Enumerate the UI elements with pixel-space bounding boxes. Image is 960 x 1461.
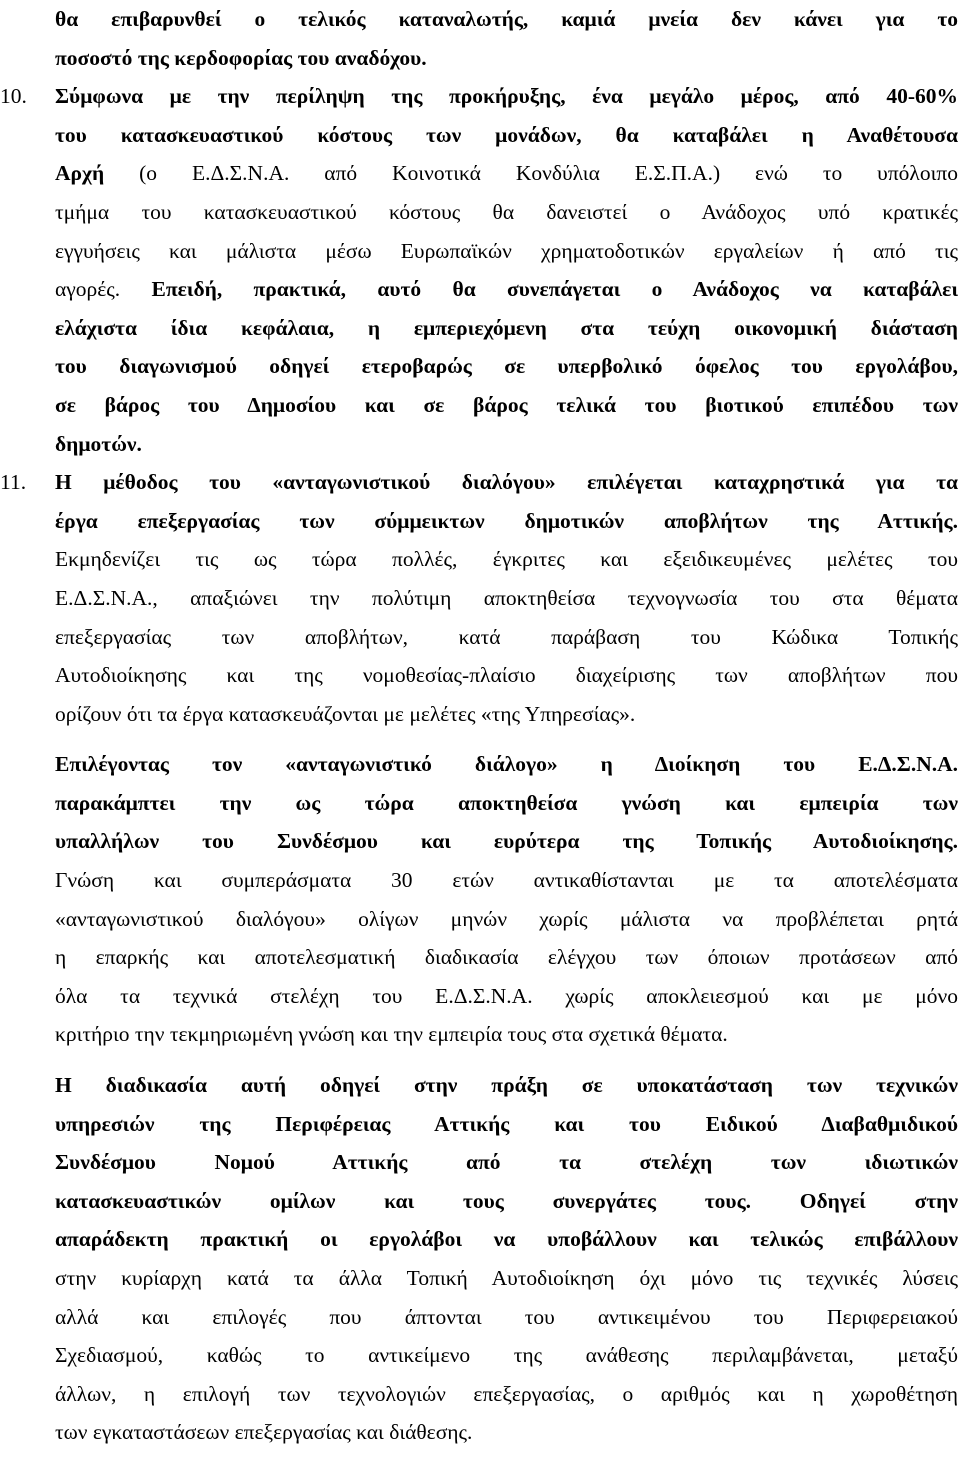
- text-line: Σύμφωνα με την περίληψη της προκήρυξης, ένα μεγάλο μέρος, από 40-60%: [55, 84, 958, 109]
- text-line: Συνδέσμου Νομού Αττικής από τα στελέχη των ιδιωτικών: [55, 1150, 958, 1175]
- text-span: Αρχή: [55, 161, 105, 186]
- text-line: του κατασκευαστικού κόστους των μονάδων, θα καταβάλει η Αναθέτουσα: [55, 122, 958, 147]
- text-line: Ε.Δ.Σ.Ν.Α., απαξιώνει την πολύτιμη αποκτηθείσα τεχνογνωσία του στα θέματα: [55, 585, 958, 610]
- text-line: Επιλέγοντας τον «ανταγωνιστικό διάλογο» η Διοίκηση του Ε.Δ.Σ.Ν.Α.: [55, 752, 958, 777]
- text-line: υπαλλήλων του Συνδέσμου και ευρύτερα της Τοπικής Αυτοδιοίκησης.: [55, 829, 958, 854]
- text-line: του διαγωνισμού οδηγεί ετεροβαρώς σε υπερβολικό όφελος του εργολάβου,: [55, 354, 958, 379]
- text-line: [55, 270, 958, 309]
- text-line: Αυτοδιοίκησης και της νομοθεσίας-πλαίσιο διαχείρισης των αποβλήτων που: [55, 663, 958, 688]
- text-line: απαράδεκτη πρακτική οι εργολάβοι να υποβάλλουν και τελικώς επιβάλλουν: [55, 1227, 958, 1252]
- text-line: Εκμηδενίζει τις ως τώρα πολλές, έγκριτες και εξειδικευμένες μελέτες του: [55, 547, 958, 572]
- text-line: «ανταγωνιστικού διαλόγου» ολίγων μηνών χωρίς μάλιστα να προβλέπεται ρητά: [55, 906, 958, 931]
- text-line: Σχεδιασμού, καθώς το αντικείμενο της ανάθεσης περιλαμβάνεται, μεταξύ: [55, 1343, 958, 1368]
- text-line: υπηρεσιών της Περιφέρειας Αττικής και του Ειδικού Διαβαθμιδικού: [55, 1111, 958, 1136]
- text-line: ελάχιστα ίδια κεφάλαια, η εμπεριεχόμενη στα τεύχη οικονομική διάσταση: [55, 315, 958, 340]
- text-line: των εγκαταστάσεων επεξεργασίας και διάθεσης.: [55, 1420, 473, 1445]
- text-line: σε βάρος του Δημοσίου και σε βάρος τελικά του βιοτικού επιπέδου των: [55, 392, 958, 417]
- item-number: 11.: [0, 470, 27, 495]
- item-number: 10.: [0, 84, 27, 109]
- text-line: ποσοστό της κερδοφορίας του αναδόχου.: [55, 45, 427, 70]
- list-item-11: [0, 463, 958, 733]
- text-line: εγγυήσεις και μάλιστα μέσω Ευρωπαϊκών χρηματοδοτικών εργαλείων ή από τις: [55, 238, 958, 263]
- text-line: ορίζουν ότι τα έργα κατασκευάζονται με μελέτες «της Υπηρεσίας».: [55, 701, 636, 726]
- text-span: (ο Ε.Δ.Σ.Ν.Α. από Κοινοτικά Κονδύλια Ε.Σ.Π.Α.) ενώ το υπόλοιπο: [104, 161, 958, 186]
- text-line: η επαρκής και αποτελεσματική διαδικασία ελέγχου των όποιων προτάσεων από: [55, 945, 958, 970]
- text-line: επεξεργασίας των αποβλήτων, κατά παράβαση του Κώδικα Τοπικής: [55, 624, 958, 649]
- text-line: Γνώση και συμπεράσματα 30 ετών αντικαθίστανται με τα αποτελέσματα: [55, 868, 958, 893]
- text-line: τμήμα του κατασκευαστικού κόστους θα δανειστεί ο Ανάδοχος υπό κρατικές: [55, 199, 958, 224]
- text-line: όλα τα τεχνικά στελέχη του Ε.Δ.Σ.Ν.Α. χωρίς αποκλειεσμού και με μόνο: [55, 983, 958, 1008]
- text-line: [55, 154, 958, 193]
- text-line: Η μέθοδος του «ανταγωνιστικού διαλόγου» επιλέγεται καταχρηστικά για τα: [55, 470, 958, 495]
- text-line: δημοτών.: [55, 431, 142, 456]
- text-line: άλλων, η επιλογή των τεχνολογιών επεξεργασίας, ο αριθμός και η χωροθέτηση: [55, 1381, 958, 1406]
- paragraph-management: [55, 745, 958, 1054]
- text-span: κατασκευαστικών ομίλων και τους συνεργάτες τους.: [55, 1188, 752, 1213]
- text-span: αγορές.: [55, 277, 152, 302]
- text-line: θα επιβαρυνθεί ο τελικός καταναλωτής, καμιά μνεία δεν κάνει για το: [55, 7, 958, 31]
- text-line: στην κυρίαρχη κατά τα άλλα Τοπική Αυτοδιοίκηση όχι μόνο τις τεχνικές λύσεις: [55, 1266, 958, 1290]
- text-line: κριτήριο την τεκμηριωμένη γνώση και την εμπειρία τους στα σχετικά θέματα.: [55, 1022, 728, 1047]
- text-line: έργα επεξεργασίας των σύμμεικτων δημοτικών αποβλήτων της Αττικής.: [55, 508, 958, 533]
- text-span: Επειδή, πρακτικά, αυτό θα συνεπάγεται ο Ανάδοχος να καταβάλει: [151, 277, 958, 302]
- list-item-10: [0, 77, 958, 463]
- text-line: Η διαδικασία αυτή οδηγεί στην πράξη σε υποκατάσταση των τεχνικών: [55, 1073, 958, 1098]
- text-span: Οδηγεί στην: [751, 1188, 958, 1213]
- text-line: παρακάμπτει την ως τώρα αποκτηθείσα γνώση και εμπειρία των: [55, 790, 958, 815]
- text-line: αλλά και επιλογές που άπτονται του αντικειμένου του Περιφερειακού: [55, 1304, 958, 1329]
- text-line: [55, 1182, 958, 1221]
- paragraph-procedure: [55, 1066, 958, 1452]
